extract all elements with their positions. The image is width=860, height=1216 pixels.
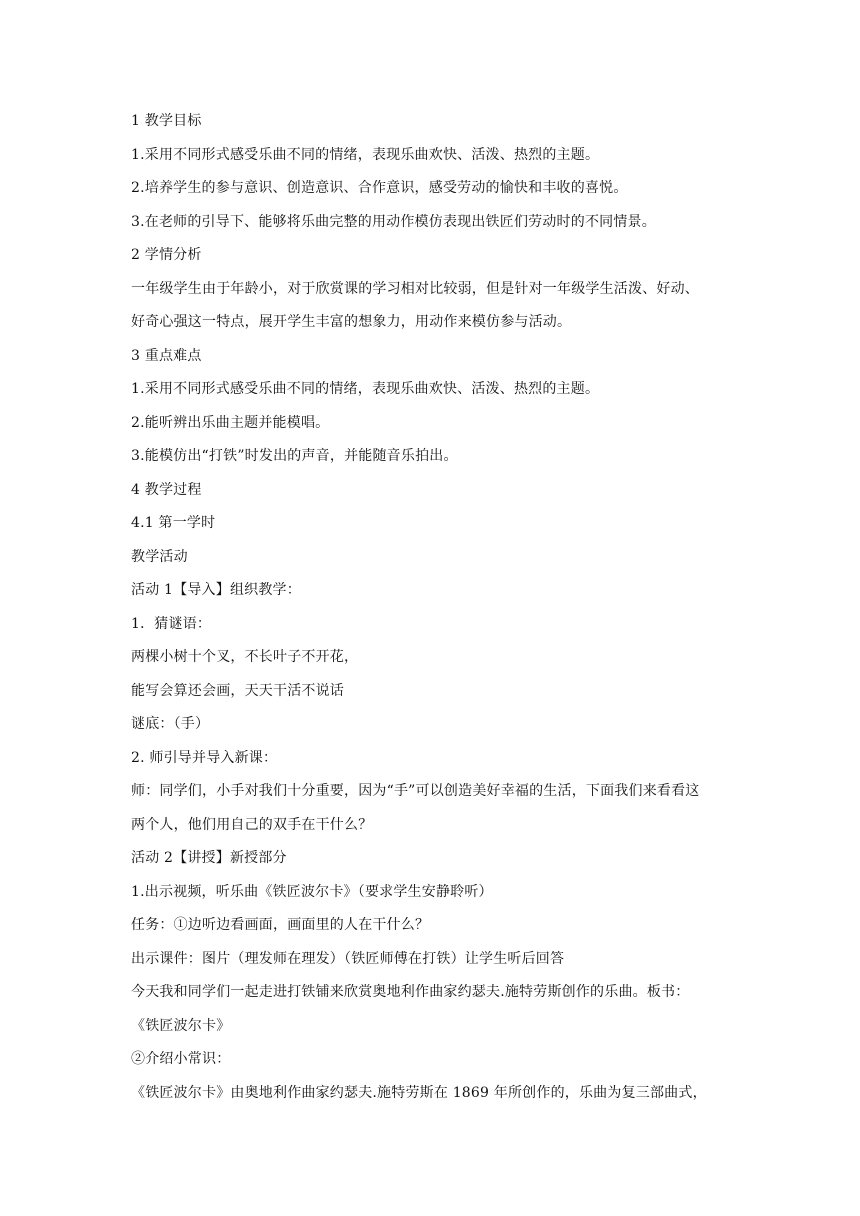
subsection-heading: 4.1 第一学时 [131, 515, 216, 531]
document-body [131, 110, 731, 1115]
paragraph: ②介绍小常识： [131, 1051, 231, 1067]
paragraph: 1.采用不同形式感受乐曲不同的情绪，表现乐曲欢快、活泼、热烈的主题。 [131, 381, 600, 397]
paragraph: 1.采用不同形式感受乐曲不同的情绪，表现乐曲欢快、活泼、热烈的主题。 [131, 146, 600, 163]
paragraph: 好奇心强这一特点，展开学生丰富的想象力，用动作来模仿参与活动。 [131, 314, 572, 330]
paragraph: 活动 2【讲授】新授部分 [131, 850, 287, 866]
paragraph: 《铁匠波尔卡》由奥地利作曲家约瑟夫.施特劳斯在 1869 年所创作的，乐曲为复三部曲式， [131, 1084, 707, 1101]
paragraph: 出示课件：图片（理发师在理发）（铁匠师傅在打铁）让学生听后回答 [131, 950, 565, 967]
paragraph: 1.出示视频，听乐曲《铁匠波尔卡》（要求学生安静聆听） [131, 883, 493, 900]
paragraph: 《铁匠波尔卡》 [131, 1017, 231, 1034]
paragraph: 3.在老师的引导下、能够将乐曲完整的用动作模仿表现出铁匠们劳动时的不同情景。 [131, 213, 656, 230]
paragraph: 教学活动 [131, 548, 188, 565]
paragraph: 2.能听辨出乐曲主题并能模唱。 [131, 414, 330, 431]
section-heading-process: 4 教学过程 [131, 481, 202, 498]
paragraph: 一年级学生由于年龄小，对于欣赏课的学习相对比较弱，但是针对一年级学生活泼、好动、 [131, 280, 699, 297]
section-heading-analysis: 2 学情分析 [131, 247, 202, 263]
paragraph: 今天我和同学们一起走进打铁铺来欣赏奥地利作曲家约瑟夫.施特劳斯创作的乐曲。板书： [131, 984, 690, 1000]
paragraph: 2. 师引导并导入新课： [131, 749, 278, 766]
section-heading-key-points: 3 重点难点 [131, 347, 202, 364]
paragraph: 两棵小树十个叉，不长叶子不开花， [131, 649, 359, 665]
paragraph: 两个人，他们用自己的双手在干什么？ [131, 816, 373, 833]
paragraph: 师：同学们，小手对我们十分重要，因为“手”可以创造美好幸福的生活，下面我们来看看这 [131, 783, 700, 799]
paragraph: 1．猜谜语： [131, 615, 212, 632]
section-heading-objectives: 1 教学目标 [131, 113, 202, 129]
paragraph: 2.培养学生的参与意识、创造意识、合作意识，感受劳动的愉快和丰收的喜悦。 [131, 180, 628, 196]
paragraph: 任务：①边听边看画面，画面里的人在干什么？ [131, 917, 430, 933]
paragraph: 能写会算还会画，天天干活不说话 [131, 682, 344, 699]
paragraph: 谜底：（手） [131, 716, 210, 732]
paragraph: 3.能模仿出“打铁”时发出的声音，并能随音乐拍出。 [131, 448, 458, 464]
paragraph: 活动 1【导入】组织教学： [131, 582, 301, 598]
